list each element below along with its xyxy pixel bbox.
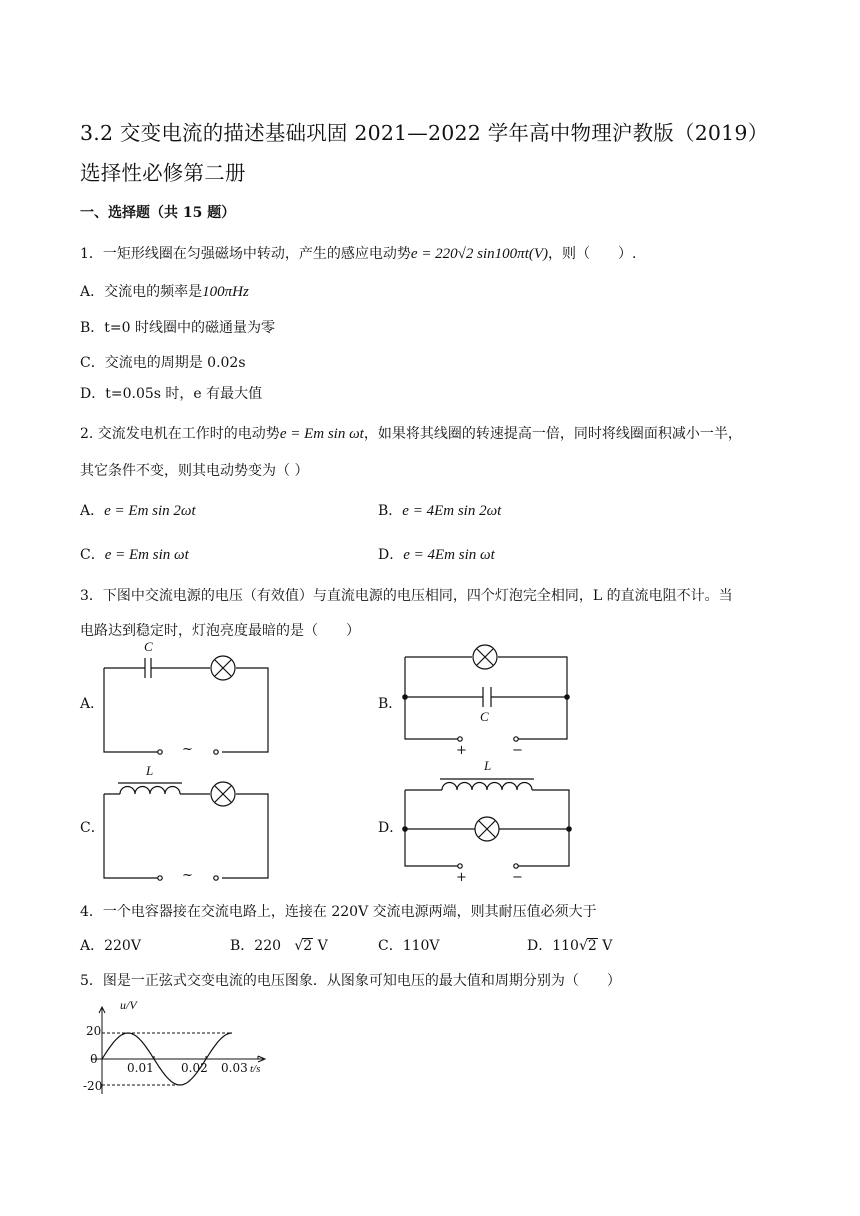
q3-option-a-label: A． — [80, 696, 105, 712]
q1-stem — [80, 243, 636, 263]
q1-option-a-value: 100πHz — [202, 284, 249, 300]
q4-option-b-radicand: 2 — [303, 938, 313, 954]
ac-symbol-a: ~ — [182, 742, 193, 757]
q1-option-a-label: A．交流电的频率是 — [80, 284, 203, 300]
x-axis-label: t/s — [250, 1063, 261, 1075]
q2-option-a-label: A． — [80, 503, 105, 519]
q2-option-a-formula: e = Em sin 2ωt — [104, 503, 196, 519]
q4-option-d-unit: V — [602, 938, 613, 954]
q4-option-c: C．110V — [378, 938, 440, 954]
plus-terminal-b: + — [456, 743, 467, 758]
q2-option-d — [378, 544, 495, 564]
q3-option-b-label: B． — [378, 696, 403, 712]
y-tick-label: -20 — [83, 1079, 103, 1093]
q4-option-b: B．220 √2 V — [230, 938, 328, 954]
voltage-chart — [78, 1000, 278, 1100]
title-line-1: 3.2 交变电流的描述基础巩固 2021—2022 学年高中物理沪教版（2019） — [80, 121, 769, 145]
q2-stem-text: 2. 交流发电机在工作时的电动势 — [80, 426, 280, 442]
q1-stem-end: ，则（ ）. — [548, 246, 637, 262]
capacitor-label-b: C — [480, 709, 489, 724]
q3-option-d-label: D． — [378, 820, 404, 836]
inductor-label-c: L — [146, 763, 154, 778]
q4-option-d: D．110√2 V — [527, 938, 613, 954]
ac-symbol-c: ~ — [182, 868, 193, 883]
y-tick-label: 0 — [90, 1052, 98, 1066]
q1-option-d: D．t=0.05s 时，e 有最大值 — [80, 386, 263, 402]
circuit-b-diagram — [400, 643, 575, 763]
q2-option-c-formula: e = Em sin ωt — [104, 547, 189, 563]
q1-option-a — [80, 281, 249, 301]
q1-formula: e = 220√2 sin100πt(V) — [410, 246, 549, 262]
q3-stem-line-2: 电路达到稳定时，灯泡亮度最暗的是（ ） — [80, 623, 360, 639]
q1-stem-text: 1．一矩形线圈在匀强磁场中转动，产生的感应电动势 — [80, 246, 411, 262]
q2-stem-line-2: 其它条件不变，则其电动势变为（ ） — [80, 463, 309, 479]
q2-option-d-label: D． — [378, 547, 404, 563]
circuit-a — [100, 639, 275, 760]
capacitor-label-a: C — [144, 639, 153, 654]
title-line-2: 选择性必修第二册 — [80, 161, 246, 185]
circuit-d — [400, 758, 575, 886]
q2-option-b-label: B． — [378, 503, 403, 519]
q3-option-c-label: C． — [80, 820, 105, 836]
q4-option-b-text: B．220 — [230, 938, 282, 954]
x-tick-label: 0.02 — [181, 1061, 208, 1075]
q4-option-b-unit: V — [317, 938, 328, 954]
q3-stem-line-1: 3．下图中交流电源的电压（有效值）与直流电源的电压相同，四个灯泡完全相同，L 的直流电阻不计。当 — [80, 588, 733, 604]
q2-option-b-formula: e = 4Em sin 2ωt — [402, 503, 502, 519]
q4-option-a: A．220V — [80, 938, 141, 954]
y-tick-label: 20 — [86, 1024, 102, 1038]
q2-option-d-formula: e = 4Em sin ωt — [403, 547, 495, 563]
q4-option-d-radicand: 2 — [587, 938, 597, 954]
page-title — [80, 113, 800, 193]
q1-option-c: C．交流电的周期是 0.02s — [80, 355, 246, 371]
q5-voltage-graph — [78, 1000, 278, 1100]
q4-option-d-text: D．110 — [527, 938, 579, 954]
plus-terminal-d: + — [456, 870, 467, 885]
y-axis-label: u/V — [120, 998, 137, 1012]
minus-terminal-b: − — [512, 743, 523, 758]
q2-formula: e = Em sin ωt — [279, 426, 364, 442]
q4-stem: 4．一个电容器接在交流电路上，连接在 220V 交流电源两端，则其耐压值必须大于 — [80, 904, 597, 920]
inductor-label-d: L — [484, 758, 492, 773]
q2-stem — [80, 423, 742, 443]
circuit-c — [100, 763, 275, 886]
q2-option-a — [80, 500, 196, 520]
circuit-d-diagram — [400, 762, 575, 886]
q1-option-b: B．t=0 时线圈中的磁通量为零 — [80, 320, 276, 336]
q2-option-c — [80, 544, 189, 564]
q2-stem-cont: ，如果将其线圈的转速提高一倍，同时将线圈面积减小一半， — [363, 426, 742, 442]
circuit-b — [400, 643, 575, 763]
q2-option-c-label: C． — [80, 547, 105, 563]
section-heading: 一、选择题（共 15 题） — [80, 205, 236, 221]
q5-stem: 5．图是一正弦式交变电流的电压图象．从图象可知电压的最大值和周期分别为（ ） — [80, 973, 621, 989]
x-tick-label: 0.03 — [221, 1061, 248, 1075]
q2-option-b — [378, 500, 501, 520]
x-tick-label: 0.01 — [127, 1061, 154, 1075]
minus-terminal-d: − — [512, 870, 523, 885]
